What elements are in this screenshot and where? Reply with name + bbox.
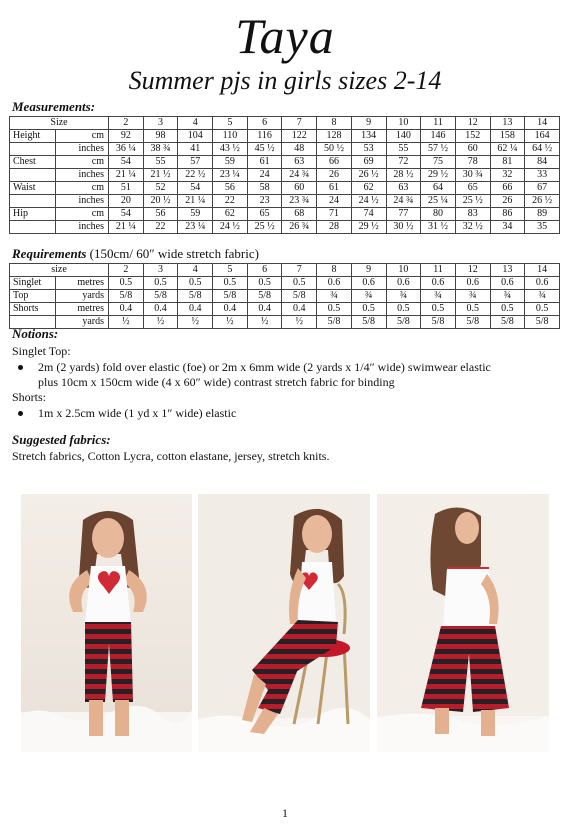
table-cell: ½ bbox=[213, 316, 248, 329]
table-cell: 20 bbox=[109, 195, 144, 208]
table-cell: 68 bbox=[282, 208, 317, 221]
table-row bbox=[10, 156, 560, 169]
size-column-header: 6 bbox=[247, 264, 282, 277]
table-cell: 81 bbox=[490, 156, 525, 169]
size-column-header: 4 bbox=[178, 264, 213, 277]
shorts-label: Shorts: bbox=[12, 390, 47, 404]
table-cell: 5/8 bbox=[213, 290, 248, 303]
table-cell: 5/8 bbox=[455, 316, 490, 329]
table-row bbox=[10, 169, 560, 182]
table-cell: 25 ½ bbox=[247, 221, 282, 234]
pattern-title: Taya bbox=[235, 8, 335, 64]
table-cell: 64 bbox=[421, 182, 456, 195]
fabrics-text: Stretch fabrics, Cotton Lycra, cotton elastane, jersey, stretch knits. bbox=[12, 449, 330, 463]
table-cell: 0.5 bbox=[247, 277, 282, 290]
table-cell: 21 ½ bbox=[143, 169, 178, 182]
table-cell: 23 ¼ bbox=[178, 221, 213, 234]
table-cell: 35 bbox=[525, 221, 560, 234]
table-cell: 57 ½ bbox=[421, 143, 456, 156]
size-column-header: 10 bbox=[386, 264, 421, 277]
row-label: Top bbox=[10, 290, 56, 303]
table-cell: 24 bbox=[247, 169, 282, 182]
table-cell: 63 bbox=[386, 182, 421, 195]
shorts-notion-line: 1m x 2.5cm wide (1 yd x 1″ wide) elastic bbox=[38, 406, 237, 420]
size-column-header: 2 bbox=[109, 264, 144, 277]
row-label: Shorts bbox=[10, 303, 56, 316]
row-label: Chest bbox=[10, 156, 56, 169]
table-cell: 0.6 bbox=[421, 277, 456, 290]
table-cell: 24 ½ bbox=[213, 221, 248, 234]
table-cell: 75 bbox=[421, 156, 456, 169]
table-cell: 26 ½ bbox=[351, 169, 386, 182]
row-label: Waist bbox=[10, 182, 56, 195]
table-cell: 62 bbox=[213, 208, 248, 221]
table-cell: 0.6 bbox=[525, 277, 560, 290]
table-header-row bbox=[10, 117, 560, 130]
table-cell: 22 bbox=[213, 195, 248, 208]
photo-back-view-image bbox=[377, 494, 549, 752]
photo-standing-front-image bbox=[21, 494, 192, 752]
table-cell: 152 bbox=[455, 130, 490, 143]
table-cell: ½ bbox=[282, 316, 317, 329]
table-cell: 43 ½ bbox=[213, 143, 248, 156]
singlet-notion-item bbox=[38, 360, 558, 390]
table-cell: 0.5 bbox=[490, 303, 525, 316]
table-cell: 23 ¼ bbox=[213, 169, 248, 182]
table-cell: ½ bbox=[109, 316, 144, 329]
size-column-header: 4 bbox=[178, 117, 213, 130]
size-column-header: 10 bbox=[386, 117, 421, 130]
table-cell: 24 ¾ bbox=[386, 195, 421, 208]
row-label bbox=[10, 195, 56, 208]
table-cell: 31 ½ bbox=[421, 221, 456, 234]
photo-standing-front bbox=[21, 494, 192, 752]
size-header-cell: Size bbox=[10, 117, 109, 130]
table-cell: 55 bbox=[143, 156, 178, 169]
table-row bbox=[10, 182, 560, 195]
table-cell: 61 bbox=[247, 156, 282, 169]
table-cell: 122 bbox=[282, 130, 317, 143]
table-cell: 59 bbox=[213, 156, 248, 169]
table-cell: 41 bbox=[178, 143, 213, 156]
size-column-header: 14 bbox=[525, 117, 560, 130]
notions-heading: Notions: bbox=[12, 326, 59, 341]
table-cell: 84 bbox=[525, 156, 560, 169]
table-cell: 45 ½ bbox=[247, 143, 282, 156]
row-label: Height bbox=[10, 130, 56, 143]
table-cell: 21 ¼ bbox=[109, 169, 144, 182]
table-cell: 25 ¼ bbox=[421, 195, 456, 208]
table-cell: 65 bbox=[455, 182, 490, 195]
singlet-notion-line-2: plus 10cm x 150cm wide (4 x 60″ wide) contrast stretch fabric for binding bbox=[38, 375, 395, 389]
table-cell: 74 bbox=[351, 208, 386, 221]
table-cell: 36 ¼ bbox=[109, 143, 144, 156]
table-cell: 158 bbox=[490, 130, 525, 143]
requirements-heading-note: (150cm/ 60″ wide stretch fabric) bbox=[89, 246, 259, 261]
table-cell: 29 ½ bbox=[421, 169, 456, 182]
photo-seated-chair bbox=[198, 494, 370, 752]
requirements-heading-label: Requirements bbox=[12, 246, 87, 261]
table-cell: 0.5 bbox=[178, 277, 213, 290]
table-cell: ½ bbox=[247, 316, 282, 329]
table-cell: 24 ½ bbox=[351, 195, 386, 208]
table-cell: ¾ bbox=[317, 290, 352, 303]
table-cell: 57 bbox=[178, 156, 213, 169]
table-cell: 29 ½ bbox=[351, 221, 386, 234]
table-cell: 24 bbox=[317, 195, 352, 208]
page-number: 1 bbox=[282, 806, 288, 820]
table-cell: 89 bbox=[525, 208, 560, 221]
table-cell: 30 ½ bbox=[386, 221, 421, 234]
table-cell: 56 bbox=[213, 182, 248, 195]
table-row bbox=[10, 208, 560, 221]
table-cell: ¾ bbox=[421, 290, 456, 303]
table-cell: ¾ bbox=[525, 290, 560, 303]
table-cell: 5/8 bbox=[178, 290, 213, 303]
table-cell: 21 ¼ bbox=[178, 195, 213, 208]
table-cell: 77 bbox=[386, 208, 421, 221]
row-unit: inches bbox=[56, 169, 109, 182]
table-cell: 0.6 bbox=[317, 277, 352, 290]
table-cell: 66 bbox=[317, 156, 352, 169]
row-label: Singlet bbox=[10, 277, 56, 290]
table-cell: 56 bbox=[143, 208, 178, 221]
row-label bbox=[10, 143, 56, 156]
table-cell: 54 bbox=[178, 182, 213, 195]
table-cell: 60 bbox=[282, 182, 317, 195]
table-cell: 32 bbox=[490, 169, 525, 182]
table-row bbox=[10, 277, 560, 290]
size-column-header: 3 bbox=[143, 117, 178, 130]
table-cell: 38 ¾ bbox=[143, 143, 178, 156]
table-cell: 78 bbox=[455, 156, 490, 169]
table-cell: 59 bbox=[178, 208, 213, 221]
table-cell: 86 bbox=[490, 208, 525, 221]
table-cell: 0.5 bbox=[455, 303, 490, 316]
table-cell: 5/8 bbox=[109, 290, 144, 303]
size-column-header: 12 bbox=[455, 117, 490, 130]
size-column-header: 9 bbox=[351, 117, 386, 130]
table-cell: 110 bbox=[213, 130, 248, 143]
table-cell: 20 ½ bbox=[143, 195, 178, 208]
measurements-table bbox=[9, 116, 560, 234]
table-cell: 128 bbox=[317, 130, 352, 143]
table-cell: 69 bbox=[351, 156, 386, 169]
table-row bbox=[10, 221, 560, 234]
row-unit: yards bbox=[56, 316, 109, 329]
table-cell: 72 bbox=[386, 156, 421, 169]
table-cell: 67 bbox=[525, 182, 560, 195]
table-cell: 0.5 bbox=[143, 277, 178, 290]
table-cell: 21 ¼ bbox=[109, 221, 144, 234]
table-cell: 66 bbox=[490, 182, 525, 195]
size-column-header: 14 bbox=[525, 264, 560, 277]
table-cell: 0.4 bbox=[282, 303, 317, 316]
table-cell: 25 ½ bbox=[455, 195, 490, 208]
table-cell: 5/8 bbox=[351, 316, 386, 329]
table-cell: 26 bbox=[317, 169, 352, 182]
size-column-header: 2 bbox=[109, 117, 144, 130]
size-column-header: 7 bbox=[282, 117, 317, 130]
table-cell: 26 ½ bbox=[525, 195, 560, 208]
table-cell: 26 bbox=[490, 195, 525, 208]
table-cell: 0.4 bbox=[247, 303, 282, 316]
table-cell: 62 bbox=[351, 182, 386, 195]
table-cell: 0.5 bbox=[386, 303, 421, 316]
table-cell: ¾ bbox=[490, 290, 525, 303]
row-label bbox=[10, 169, 56, 182]
table-cell: 0.5 bbox=[282, 277, 317, 290]
bullet-icon bbox=[18, 365, 23, 370]
table-cell: 5/8 bbox=[143, 290, 178, 303]
pattern-subtitle: Summer pjs in girls sizes 2-14 bbox=[128, 66, 442, 95]
table-cell: 0.4 bbox=[178, 303, 213, 316]
table-row bbox=[10, 130, 560, 143]
table-cell: 83 bbox=[455, 208, 490, 221]
table-cell: 0.4 bbox=[109, 303, 144, 316]
table-cell: 23 bbox=[247, 195, 282, 208]
table-cell: 0.6 bbox=[490, 277, 525, 290]
table-cell: 51 bbox=[109, 182, 144, 195]
table-cell: ½ bbox=[178, 316, 213, 329]
row-unit: inches bbox=[56, 221, 109, 234]
table-cell: 32 ½ bbox=[455, 221, 490, 234]
table-cell: ¾ bbox=[455, 290, 490, 303]
size-column-header: 13 bbox=[490, 264, 525, 277]
table-cell: 64 ½ bbox=[525, 143, 560, 156]
table-cell: 140 bbox=[386, 130, 421, 143]
table-cell: 48 bbox=[282, 143, 317, 156]
size-column-header: 11 bbox=[421, 264, 456, 277]
table-cell: 28 ½ bbox=[386, 169, 421, 182]
row-label: Hip bbox=[10, 208, 56, 221]
table-cell: 22 bbox=[143, 221, 178, 234]
table-row bbox=[10, 316, 560, 329]
table-cell: 26 ¾ bbox=[282, 221, 317, 234]
singlet-top-label: Singlet Top: bbox=[12, 344, 71, 358]
size-column-header: 8 bbox=[317, 264, 352, 277]
table-cell: 61 bbox=[317, 182, 352, 195]
size-column-header: 13 bbox=[490, 117, 525, 130]
bullet-icon bbox=[18, 411, 23, 416]
table-cell: 5/8 bbox=[386, 316, 421, 329]
table-cell: 65 bbox=[247, 208, 282, 221]
table-cell: ½ bbox=[143, 316, 178, 329]
table-cell: 62 ¼ bbox=[490, 143, 525, 156]
table-row bbox=[10, 303, 560, 316]
table-cell: 54 bbox=[109, 156, 144, 169]
size-column-header: 8 bbox=[317, 117, 352, 130]
table-cell: 0.6 bbox=[386, 277, 421, 290]
table-cell: 80 bbox=[421, 208, 456, 221]
table-row bbox=[10, 290, 560, 303]
table-cell: 0.4 bbox=[143, 303, 178, 316]
table-cell: 54 bbox=[109, 208, 144, 221]
row-unit: inches bbox=[56, 195, 109, 208]
size-column-header: 5 bbox=[213, 264, 248, 277]
measurements-heading: Measurements: bbox=[12, 99, 96, 114]
table-cell: 5/8 bbox=[490, 316, 525, 329]
table-cell: 28 bbox=[317, 221, 352, 234]
table-cell: 50 ½ bbox=[317, 143, 352, 156]
row-unit: inches bbox=[56, 143, 109, 156]
size-header-cell: size bbox=[10, 264, 109, 277]
size-column-header: 7 bbox=[282, 264, 317, 277]
singlet-notion-line-1: 2m (2 yards) fold over elastic (foe) or 2m x 6mm wide (2 yards x 1/4″ wide) swimwear elastic bbox=[38, 360, 491, 374]
table-header-row bbox=[10, 264, 560, 277]
table-cell: 0.6 bbox=[455, 277, 490, 290]
table-cell: 60 bbox=[455, 143, 490, 156]
row-unit: metres bbox=[56, 303, 109, 316]
table-cell: 0.5 bbox=[213, 277, 248, 290]
table-cell: 0.4 bbox=[213, 303, 248, 316]
row-unit: cm bbox=[56, 182, 109, 195]
row-unit: yards bbox=[56, 290, 109, 303]
photo-back-view bbox=[377, 494, 549, 752]
table-cell: 0.6 bbox=[351, 277, 386, 290]
size-column-header: 5 bbox=[213, 117, 248, 130]
table-cell: 63 bbox=[282, 156, 317, 169]
table-cell: 0.5 bbox=[317, 303, 352, 316]
table-cell: 30 ¾ bbox=[455, 169, 490, 182]
size-column-header: 3 bbox=[143, 264, 178, 277]
size-column-header: 6 bbox=[247, 117, 282, 130]
size-column-header: 9 bbox=[351, 264, 386, 277]
table-row bbox=[10, 195, 560, 208]
table-cell: 52 bbox=[143, 182, 178, 195]
table-cell: ¾ bbox=[386, 290, 421, 303]
table-cell: 164 bbox=[525, 130, 560, 143]
table-cell: 0.5 bbox=[351, 303, 386, 316]
shorts-notion-item bbox=[38, 406, 558, 421]
table-cell: 5/8 bbox=[525, 316, 560, 329]
table-cell: 24 ¾ bbox=[282, 169, 317, 182]
table-cell: 53 bbox=[351, 143, 386, 156]
requirements-table bbox=[9, 263, 560, 329]
table-cell: 71 bbox=[317, 208, 352, 221]
photo-seated-chair-image bbox=[198, 494, 370, 752]
table-cell: 5/8 bbox=[317, 316, 352, 329]
requirements-heading bbox=[12, 246, 259, 262]
row-unit: cm bbox=[56, 208, 109, 221]
table-cell: 146 bbox=[421, 130, 456, 143]
table-cell: ¾ bbox=[351, 290, 386, 303]
size-column-header: 12 bbox=[455, 264, 490, 277]
table-cell: 55 bbox=[386, 143, 421, 156]
table-cell: 104 bbox=[178, 130, 213, 143]
table-cell: 5/8 bbox=[247, 290, 282, 303]
table-cell: 134 bbox=[351, 130, 386, 143]
table-cell: 5/8 bbox=[282, 290, 317, 303]
table-cell: 58 bbox=[247, 182, 282, 195]
table-cell: 0.5 bbox=[421, 303, 456, 316]
table-cell: 22 ½ bbox=[178, 169, 213, 182]
table-cell: 116 bbox=[247, 130, 282, 143]
table-cell: 5/8 bbox=[421, 316, 456, 329]
table-cell: 98 bbox=[143, 130, 178, 143]
table-cell: 0.5 bbox=[525, 303, 560, 316]
size-column-header: 11 bbox=[421, 117, 456, 130]
table-cell: 23 ¾ bbox=[282, 195, 317, 208]
row-label bbox=[10, 221, 56, 234]
table-cell: 92 bbox=[109, 130, 144, 143]
row-unit: cm bbox=[56, 130, 109, 143]
row-unit: cm bbox=[56, 156, 109, 169]
fabrics-heading: Suggested fabrics: bbox=[12, 432, 111, 447]
row-unit: metres bbox=[56, 277, 109, 290]
table-cell: 33 bbox=[525, 169, 560, 182]
table-cell: 0.5 bbox=[109, 277, 144, 290]
table-row bbox=[10, 143, 560, 156]
table-cell: 34 bbox=[490, 221, 525, 234]
